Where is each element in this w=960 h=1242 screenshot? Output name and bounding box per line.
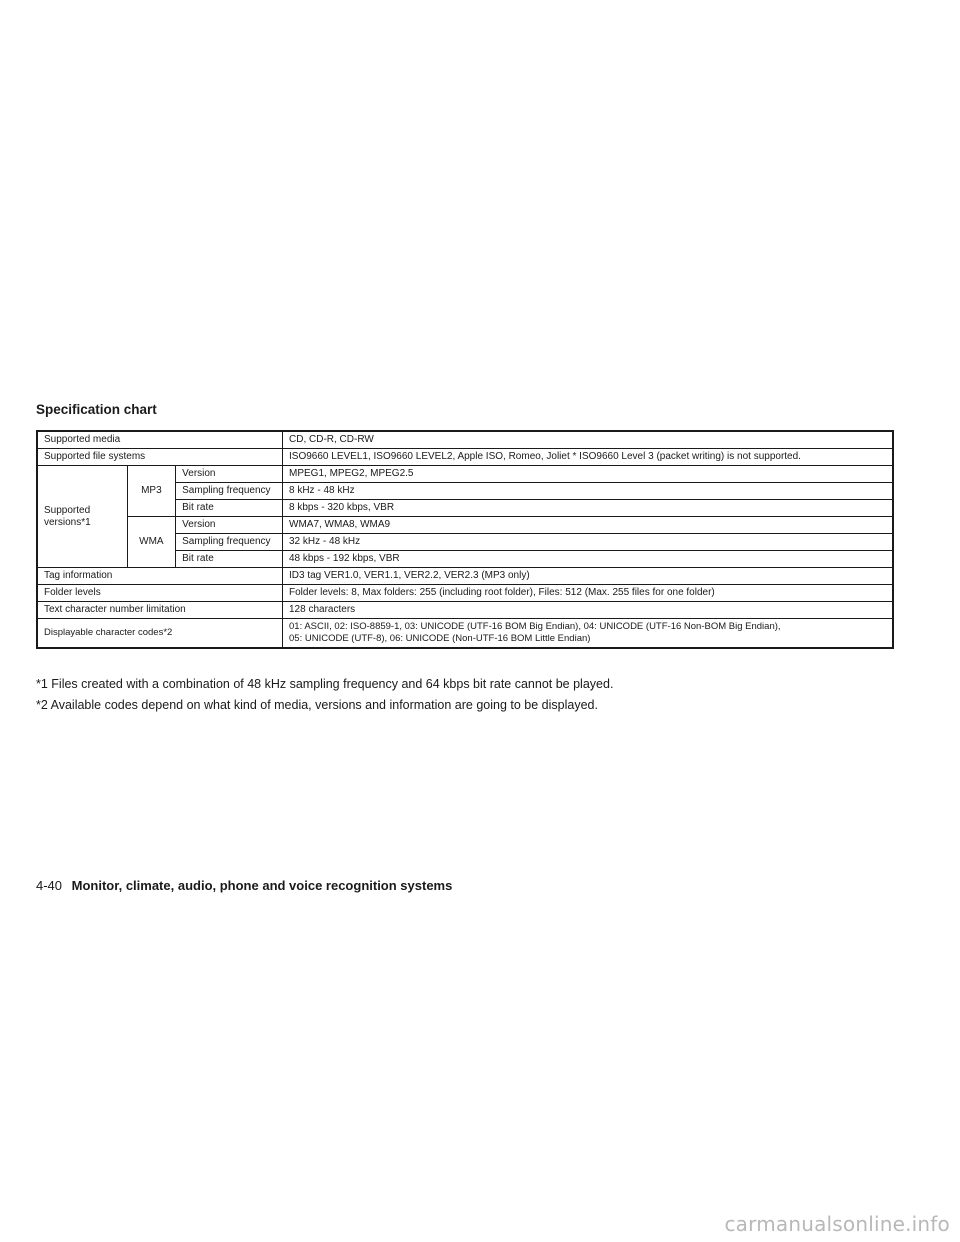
- format-label: WMA: [127, 517, 176, 568]
- row-label: Supported media: [37, 431, 283, 449]
- page-footer: [36, 878, 452, 893]
- sub-label: Version: [176, 517, 283, 534]
- table-row: [37, 585, 893, 602]
- table-row: [37, 466, 893, 483]
- table-row: [37, 431, 893, 449]
- row-value: ID3 tag VER1.0, VER1.1, VER2.2, VER2.3 (MP3 only): [283, 568, 894, 585]
- row-value: 8 kbps - 320 kbps, VBR: [283, 500, 894, 517]
- table-row: [37, 602, 893, 619]
- char-codes-line-2: 05: UNICODE (UTF-8), 06: UNICODE (Non-UTF-16 BOM Little Endian): [289, 633, 591, 644]
- row-value: [283, 619, 894, 649]
- row-value: ISO9660 LEVEL1, ISO9660 LEVEL2, Apple ISO, Romeo, Joliet * ISO9660 Level 3 (packet writing) is not supported.: [283, 449, 894, 466]
- sub-label: Bit rate: [176, 551, 283, 568]
- row-value: 48 kbps - 192 kbps, VBR: [283, 551, 894, 568]
- row-value: 128 characters: [283, 602, 894, 619]
- row-label: [37, 466, 127, 568]
- row-label: Text character number limitation: [37, 602, 283, 619]
- table-row: [37, 619, 893, 649]
- sub-label: Bit rate: [176, 500, 283, 517]
- footnote-2: *2 Available codes depend on what kind of media, versions and information are going to be displayed.: [36, 698, 598, 712]
- row-label: Displayable character codes*2: [37, 619, 283, 649]
- row-value: Folder levels: 8, Max folders: 255 (including root folder), Files: 512 (Max. 255 files for one folder): [283, 585, 894, 602]
- row-value: CD, CD-R, CD-RW: [283, 431, 894, 449]
- sub-label: Sampling frequency: [176, 534, 283, 551]
- row-value: MPEG1, MPEG2, MPEG2.5: [283, 466, 894, 483]
- section-title: Specification chart: [36, 402, 157, 417]
- row-value: 32 kHz - 48 kHz: [283, 534, 894, 551]
- row-value: 8 kHz - 48 kHz: [283, 483, 894, 500]
- footer-title: Monitor, climate, audio, phone and voice recognition systems: [71, 878, 453, 893]
- row-label: Folder levels: [37, 585, 283, 602]
- sub-label: Version: [176, 466, 283, 483]
- watermark: carmanualsonline.info: [724, 1212, 950, 1236]
- row-value: WMA7, WMA8, WMA9: [283, 517, 894, 534]
- footnote-1: *1 Files created with a combination of 48 kHz sampling frequency and 64 kbps bit rate cannot be played.: [36, 677, 614, 691]
- table-row: [37, 568, 893, 585]
- page-number: 4-40: [36, 878, 63, 893]
- supported-versions-label: Supported versions*1: [44, 504, 91, 528]
- row-label: Supported file systems: [37, 449, 283, 466]
- table-row: [37, 517, 893, 534]
- row-label: Tag information: [37, 568, 283, 585]
- char-codes-line-1: 01: ASCII, 02: ISO-8859-1, 03: UNICODE (UTF-16 BOM Big Endian), 04: UNICODE (UTF-16 Non-BOM Big Endian),: [289, 621, 781, 632]
- sub-label: Sampling frequency: [176, 483, 283, 500]
- format-label: MP3: [127, 466, 176, 517]
- table-row: [37, 449, 893, 466]
- specification-table: [36, 430, 894, 649]
